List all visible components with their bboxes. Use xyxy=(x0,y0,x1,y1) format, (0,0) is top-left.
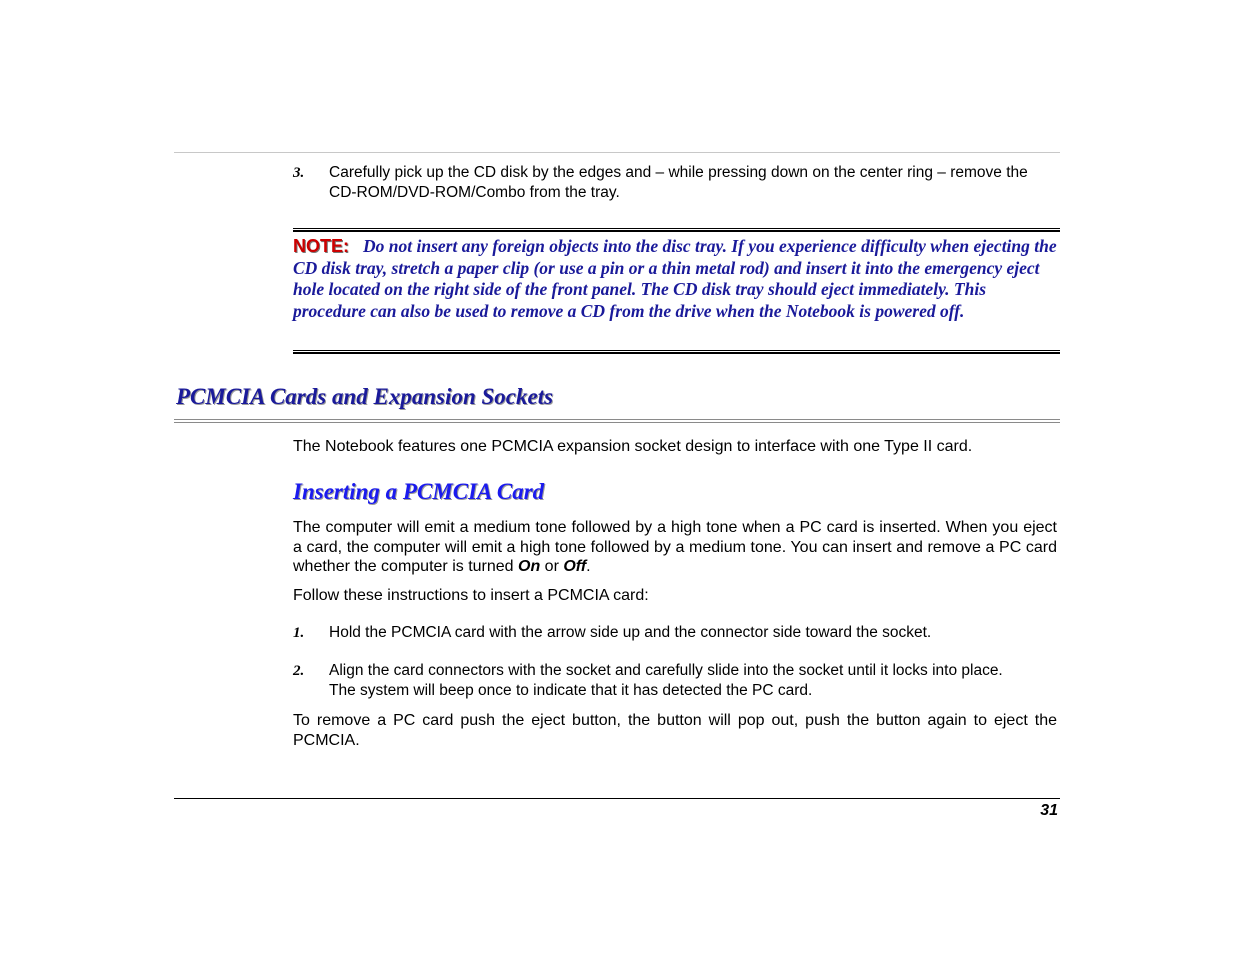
step-text: Hold the PCMCIA card with the arrow side up and the connector side toward the socket. xyxy=(329,624,932,641)
instructions-lead: Follow these instructions to insert a PCMCIA card: xyxy=(293,587,649,604)
step-number: 2. xyxy=(293,663,305,679)
section-heading-rule xyxy=(174,419,1060,423)
step-number: 1. xyxy=(293,625,305,641)
section-heading: PCMCIA Cards and Expansion Sockets xyxy=(176,384,554,409)
note-body xyxy=(293,236,1060,322)
step-text: Carefully pick up the CD disk by the edges and – while pressing down on the center ring – remove the CD-ROM/DVD-ROM/Combo from the tray. xyxy=(329,164,1028,201)
note-bottom-rule xyxy=(293,350,1060,354)
header-divider xyxy=(174,152,1060,153)
step-text: Align the card connectors with the socket and carefully slide into the socket until it locks into place. The system will beep once to indicate that it has detected the PC card. xyxy=(329,662,1003,699)
paragraph-end: . xyxy=(586,558,591,575)
subsection-heading: Inserting a PCMCIA Card xyxy=(293,479,545,504)
off-keyword: Off xyxy=(563,558,587,575)
or-word: or xyxy=(540,558,564,575)
subsection-paragraph xyxy=(293,518,1057,577)
note-top-rule xyxy=(293,228,1060,232)
note-label: NOTE: xyxy=(293,236,349,256)
step-number: 3. xyxy=(293,165,305,181)
footer-divider xyxy=(174,798,1060,799)
note-box xyxy=(293,228,1060,355)
section-intro: The Notebook features one PCMCIA expansion socket design to interface with one Type II card. xyxy=(293,438,973,455)
page-number: 31 xyxy=(1040,802,1058,819)
paragraph-text: The computer will emit a medium tone followed by a high tone when a PC card is inserted. When you eject a card, the computer will emit a high tone followed by a medium tone. You can insert and remove a PC card whether the computer is turned xyxy=(293,519,1057,575)
remove-paragraph: To remove a PC card push the eject button, the button will pop out, push the button again to eject the PCMCIA. xyxy=(293,712,1057,749)
on-keyword: On xyxy=(518,558,541,575)
note-text: Do not insert any foreign objects into the disc tray. If you experience difficulty when ejecting the CD disk tray, stretch a paper clip (or use a pin or a thin metal rod) and insert it into the emergency eject hole located on the right side of the front panel. The CD disk tray should eject immediately. This procedure can also be used to remove a CD from the drive when the Notebook is powered off. xyxy=(293,236,1057,321)
